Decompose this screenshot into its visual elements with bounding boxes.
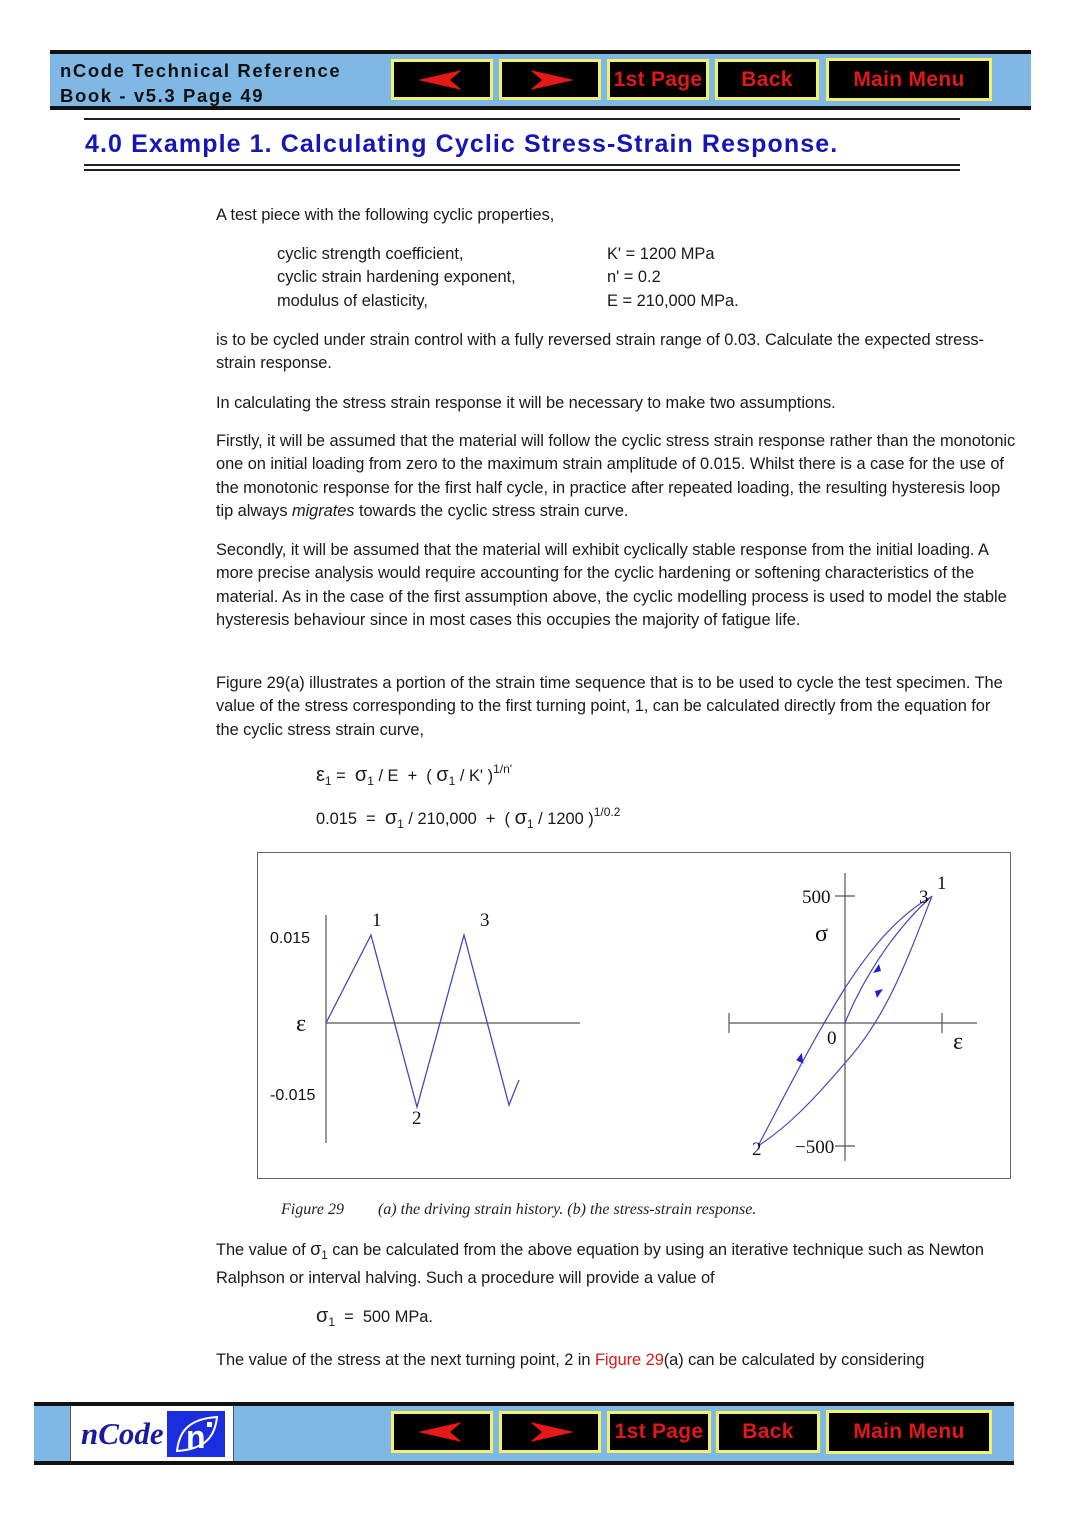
svg-text:2: 2	[412, 1108, 422, 1129]
text: 0.015	[316, 810, 358, 828]
paragraph-assumptions: In calculating the stress strain response it will be necessary to make two assumptions.	[216, 394, 836, 412]
ncode-logo-icon	[167, 1411, 225, 1457]
svg-text:ε: ε	[953, 1029, 964, 1055]
paragraph-iterative	[216, 1238, 1016, 1291]
arrow-right-icon	[524, 68, 576, 92]
next-page-button[interactable]	[499, 1411, 601, 1453]
main-menu-button[interactable]	[826, 58, 992, 101]
svg-text:n: n	[185, 1418, 206, 1455]
svg-text:-0.015: -0.015	[270, 1087, 316, 1104]
sigma-symbol: σ	[354, 764, 368, 786]
back-button[interactable]	[716, 1411, 820, 1453]
first-page-button[interactable]	[607, 59, 709, 100]
svg-text:ε: ε	[296, 1011, 307, 1037]
previous-page-button[interactable]	[391, 1411, 493, 1453]
text: = 500 MPa.	[335, 1308, 433, 1326]
svg-text:−500: −500	[795, 1137, 835, 1158]
property-value: E = 210,000 MPa.	[607, 292, 739, 310]
text: / E + (	[373, 767, 437, 785]
superscript: 1/n'	[493, 762, 513, 776]
caption-label: Figure 29	[281, 1201, 344, 1218]
back-button[interactable]	[715, 59, 819, 100]
figure-caption	[281, 1201, 756, 1219]
sigma-symbol: σ	[384, 807, 398, 829]
subscript: 1	[324, 774, 332, 788]
subscript: 1	[321, 1248, 328, 1262]
sigma-symbol: σ	[514, 807, 527, 829]
strain-history-chart	[258, 853, 598, 1178]
sigma-symbol: σ	[310, 1239, 322, 1259]
main-menu-button[interactable]	[826, 1410, 992, 1454]
subscript: 1	[397, 817, 404, 831]
text: The value of	[216, 1241, 311, 1259]
caption-text: (a) the driving strain history. (b) the stress-strain response.	[377, 1201, 757, 1218]
heading-top-rule	[84, 118, 960, 120]
text: =	[331, 767, 351, 785]
subscript: 1	[367, 774, 374, 788]
book-title-line1: nCode Technical Reference	[60, 60, 342, 81]
intro-paragraph: A test piece with the following cyclic properties,	[216, 206, 555, 224]
logo-text: nCode	[81, 1415, 164, 1451]
heading-bottom-rule-2	[84, 169, 960, 171]
heading-bottom-rule-1	[84, 164, 960, 166]
text: can be calculated from the above equation by using an iterative technique such as Newton Ralphson or interval halving. Such a procedure will provide a value of	[216, 1241, 984, 1288]
first-page-label: 1st Page	[614, 1420, 704, 1443]
text: / 210,000 + (	[403, 810, 515, 828]
result-equation	[316, 1305, 433, 1329]
subscript: 1	[328, 1315, 336, 1329]
paragraph-figure-intro: Figure 29(a) illustrates a portion of the strain time sequence that is to be used to cycle the test specimen. The value of the stress corresponding to the first turning point, 1, can be calculated directly from the equation for the cyclic stress strain curve,	[216, 674, 1003, 739]
text: / K' )	[455, 767, 494, 785]
svg-text:1: 1	[937, 873, 947, 894]
main-menu-label: Main Menu	[853, 1420, 965, 1443]
paragraph-first-assumption	[216, 430, 1016, 524]
text: The value of the stress at the next turning point, 2 in	[216, 1351, 595, 1369]
back-label: Back	[741, 67, 793, 91]
paragraph-second-assumption: Secondly, it will be assumed that the material will exhibit cyclically stable response from the initial loading. A more precise analysis would require accounting for the cyclic hardening or softening characteristics of the material. As in the case of the first assumption above, the cyclic modelling process is used to model the stable hysteresis behaviour since in most cases this occupies the majority of fatigue life.	[216, 541, 1007, 630]
previous-page-button[interactable]	[391, 59, 493, 100]
section-title: 4.0 Example 1. Calculating Cyclic Stress-Strain Response.	[85, 130, 839, 158]
paragraph-next-turning-point	[216, 1349, 1016, 1372]
text: towards the cyclic stress strain curve.	[354, 502, 629, 521]
svg-text:500: 500	[802, 887, 831, 908]
bottom-navigation-bar	[34, 1402, 1014, 1465]
property-name: cyclic strain hardening exponent,	[277, 268, 516, 286]
italic-text: migrates	[291, 502, 355, 521]
text: Firstly, it will be assumed that the material will follow the cyclic stress strain response rather than the monotonic one on initial loading from zero to the maximum strain amplitude of 0.015. Whilst there is a case for the use of the monotonic response for the first half cycle, in practice after repeated loading, the resulting hysteresis loop tip always	[216, 432, 1016, 521]
book-title	[60, 58, 341, 108]
ncode-logo	[70, 1406, 234, 1461]
equation-numeric	[316, 805, 620, 831]
figure-29	[257, 852, 1011, 1179]
figure-29-link[interactable]: Figure 29	[594, 1351, 664, 1369]
book-title-line2: Book - v5.3 Page 49	[60, 85, 265, 106]
main-menu-label: Main Menu	[853, 67, 965, 91]
paragraph-problem: is to be cycled under strain control with a fully reversed strain range of 0.03. Calculate the expected stress-strain response.	[216, 331, 984, 373]
back-label: Back	[742, 1420, 794, 1443]
superscript: 1/0.2	[593, 805, 621, 819]
property-name: modulus of elasticity,	[277, 292, 428, 310]
subscript: 1	[448, 774, 456, 788]
svg-text:1: 1	[372, 910, 382, 931]
text: =	[357, 810, 385, 828]
property-value: K' = 1200 MPa	[607, 245, 715, 263]
arrow-left-icon	[416, 68, 468, 92]
text: / 1200 )	[533, 810, 594, 828]
first-page-label: 1st Page	[613, 67, 703, 91]
text: (a) can be calculated by considering	[663, 1351, 925, 1369]
arrow-left-icon	[416, 1420, 468, 1444]
svg-text:3: 3	[480, 910, 490, 931]
next-page-button[interactable]	[499, 59, 601, 100]
property-value: n' = 0.2	[607, 268, 661, 286]
equation-cyclic-curve	[316, 762, 512, 788]
svg-text:σ: σ	[815, 921, 828, 947]
svg-text:0: 0	[827, 1028, 837, 1049]
property-name: cyclic strength coefficient,	[277, 245, 464, 263]
svg-text:2: 2	[752, 1139, 762, 1160]
svg-text:3: 3	[919, 887, 929, 908]
top-navigation-bar	[50, 50, 1031, 110]
sigma-symbol: σ	[436, 764, 449, 786]
first-page-button[interactable]	[607, 1411, 711, 1453]
subscript: 1	[526, 817, 534, 831]
stress-strain-loop-chart	[701, 853, 1011, 1178]
sigma-symbol: σ	[316, 1305, 329, 1327]
svg-text:0.015: 0.015	[270, 930, 311, 947]
epsilon-symbol: ε	[316, 764, 325, 786]
arrow-right-icon	[524, 1420, 576, 1444]
